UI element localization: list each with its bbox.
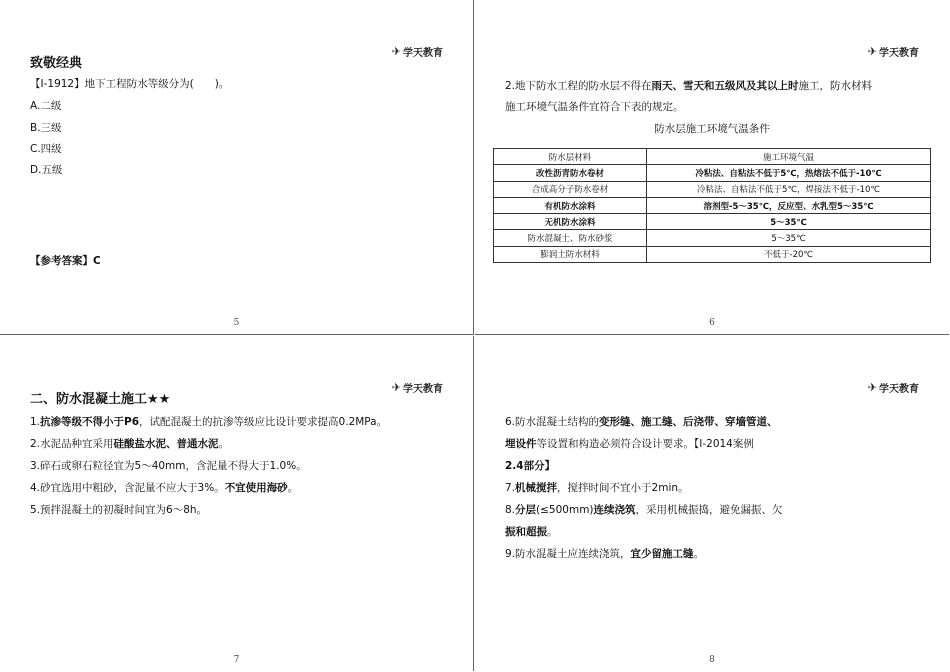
page-heading: 致敬经典: [30, 56, 83, 71]
table-cell: 冷粘法、自粘法不低于5℃，热熔法不低于-10℃: [647, 165, 931, 181]
list-item: 1.抗渗等级不得小于P6，试配混凝土的抗渗等级应比设计要求提高0.2MPa。: [30, 416, 388, 428]
list-item-text: 。: [693, 548, 705, 560]
list-item-bold: 不宜使用海砂: [224, 482, 288, 494]
paragraph-line-1: [505, 78, 872, 93]
table-cell: 不低于-20℃: [647, 246, 931, 262]
list-item-text: 2.水泥品种宜采用: [30, 438, 114, 450]
paragraph-bold: 雨天、雪天和五级风及其以上时: [651, 80, 799, 92]
list-item: [30, 480, 298, 495]
logo-text: 学天教育: [403, 384, 443, 395]
table-row: [494, 181, 931, 197]
list-item-text: 。: [218, 438, 230, 450]
list-item: [505, 502, 783, 517]
slide-page-6: [475, 0, 949, 335]
question-text: 【Ⅰ-1912】地下工程防水等级分为( )。: [30, 78, 230, 90]
list-item-bold: 分层: [515, 504, 537, 516]
option-a: A.二级: [30, 100, 62, 112]
table-row: [494, 165, 931, 181]
table-row: [494, 197, 931, 213]
logo-mark-icon: ✈: [391, 381, 400, 394]
table-header-cell: 施工环境气温: [647, 149, 931, 165]
option-b: B.三级: [30, 122, 62, 134]
list-item-bold: 机械搅拌: [515, 482, 558, 494]
reference-answer: 【参考答案】C: [30, 255, 101, 267]
list-item-text: 等设置和构造必须符合设计要求。【Ⅰ-2014案例: [536, 438, 754, 450]
page-number: 7: [233, 655, 240, 665]
list-item-text: 。: [547, 526, 558, 538]
table-cell: 5～35℃: [647, 230, 931, 246]
table-cell: 无机防水涂料: [494, 214, 647, 230]
list-item: 5.预拌混凝土的初凝时间宜为6～8h。: [30, 504, 208, 516]
table-row: [494, 246, 931, 262]
slide-page-8: [475, 336, 949, 671]
logo-mark-icon: ✈: [867, 45, 876, 58]
page-number: 5: [233, 318, 240, 328]
list-item-text: 7.: [505, 482, 516, 494]
table-row: [494, 214, 931, 230]
table-title: 防水层施工环境气温条件: [654, 123, 770, 135]
list-item-bold: 变形缝、施工缝、后浇带、穿墙管道、: [599, 416, 778, 428]
list-item-text: 。: [287, 482, 299, 494]
list-item: [505, 480, 689, 495]
option-c: C.四级: [30, 143, 62, 155]
logo-text: 学天教育: [403, 48, 443, 59]
paragraph-text: 施工，防水材料: [798, 80, 873, 92]
list-item-text: ，试配混凝土的抗渗等级应比设计要求提高0.2MPa。: [139, 416, 388, 428]
logo-mark-icon: ✈: [867, 381, 876, 394]
list-item-bold: 振和超振: [505, 526, 547, 538]
page-heading: 二、防水混凝土施工★★: [30, 392, 171, 407]
list-item: [505, 546, 704, 561]
brand-logo: [392, 380, 443, 395]
table-cell: 改性沥青防水卷材: [494, 165, 647, 181]
list-item-text: 6.防水混凝土结构的: [505, 416, 600, 428]
list-item: [505, 414, 778, 429]
table-header-row: [494, 149, 931, 165]
brand-logo: [868, 44, 919, 59]
page-number: 6: [709, 318, 715, 328]
slide-page-7: [0, 336, 474, 671]
table-cell: 冷粘法、自粘法不低于5℃，焊接法不低于-10℃: [647, 181, 931, 197]
table-cell: 溶剂型-5～35℃，反应型、水乳型5～35℃: [647, 197, 931, 213]
list-item-bold: 抗渗等级不得小于P6: [40, 416, 140, 428]
list-item-bold: 硅酸盐水泥、普通水泥: [113, 438, 219, 450]
table-cell: 膨润土防水材料: [494, 246, 647, 262]
list-item-bold: 埋设件: [505, 438, 537, 450]
list-item-continuation: [505, 524, 558, 539]
list-item-text: (≤500mm): [536, 504, 594, 516]
paragraph-text: 2.地下防水工程的防水层不得在: [505, 80, 652, 92]
table-header-cell: 防水层材料: [494, 149, 647, 165]
list-item-bold: 连续浇筑: [593, 504, 636, 516]
list-item-continuation: [505, 436, 754, 451]
list-item-text: ，搅拌时间不宜小于2min。: [557, 482, 689, 494]
list-item-continuation: 2.4部分】: [505, 460, 556, 472]
option-d: D.五级: [30, 164, 63, 176]
paragraph-line-2: 施工环境气温条件宜符合下表的规定。: [505, 101, 684, 113]
logo-text: 学天教育: [879, 48, 919, 59]
list-item-text: ，采用机械振捣，避免漏振、欠: [635, 504, 783, 516]
table-cell: 防水混凝土、防水砂浆: [494, 230, 647, 246]
page-number: 8: [709, 655, 715, 665]
list-item-bold: 宜少留施工缝: [630, 548, 694, 560]
list-item-text: 9.防水混凝土应连续浇筑，: [505, 548, 631, 560]
list-item: 3.碎石或卵石粒径宜为5～40mm，含泥量不得大于1.0%。: [30, 460, 307, 472]
table-row: [494, 230, 931, 246]
logo-mark-icon: ✈: [391, 45, 400, 58]
brand-logo: [868, 380, 919, 395]
table-cell: 有机防水涂料: [494, 197, 647, 213]
slide-page-5: [0, 0, 474, 335]
list-item-text: 8.: [505, 504, 516, 516]
table-cell: 5～35℃: [647, 214, 931, 230]
table-cell: 合成高分子防水卷材: [494, 181, 647, 197]
brand-logo: [392, 44, 443, 59]
list-item: [30, 436, 229, 451]
temperature-table: [493, 148, 931, 263]
list-item-text: 4.砂宜选用中粗砂，含泥量不应大于3%。: [30, 482, 225, 494]
logo-text: 学天教育: [879, 384, 919, 395]
